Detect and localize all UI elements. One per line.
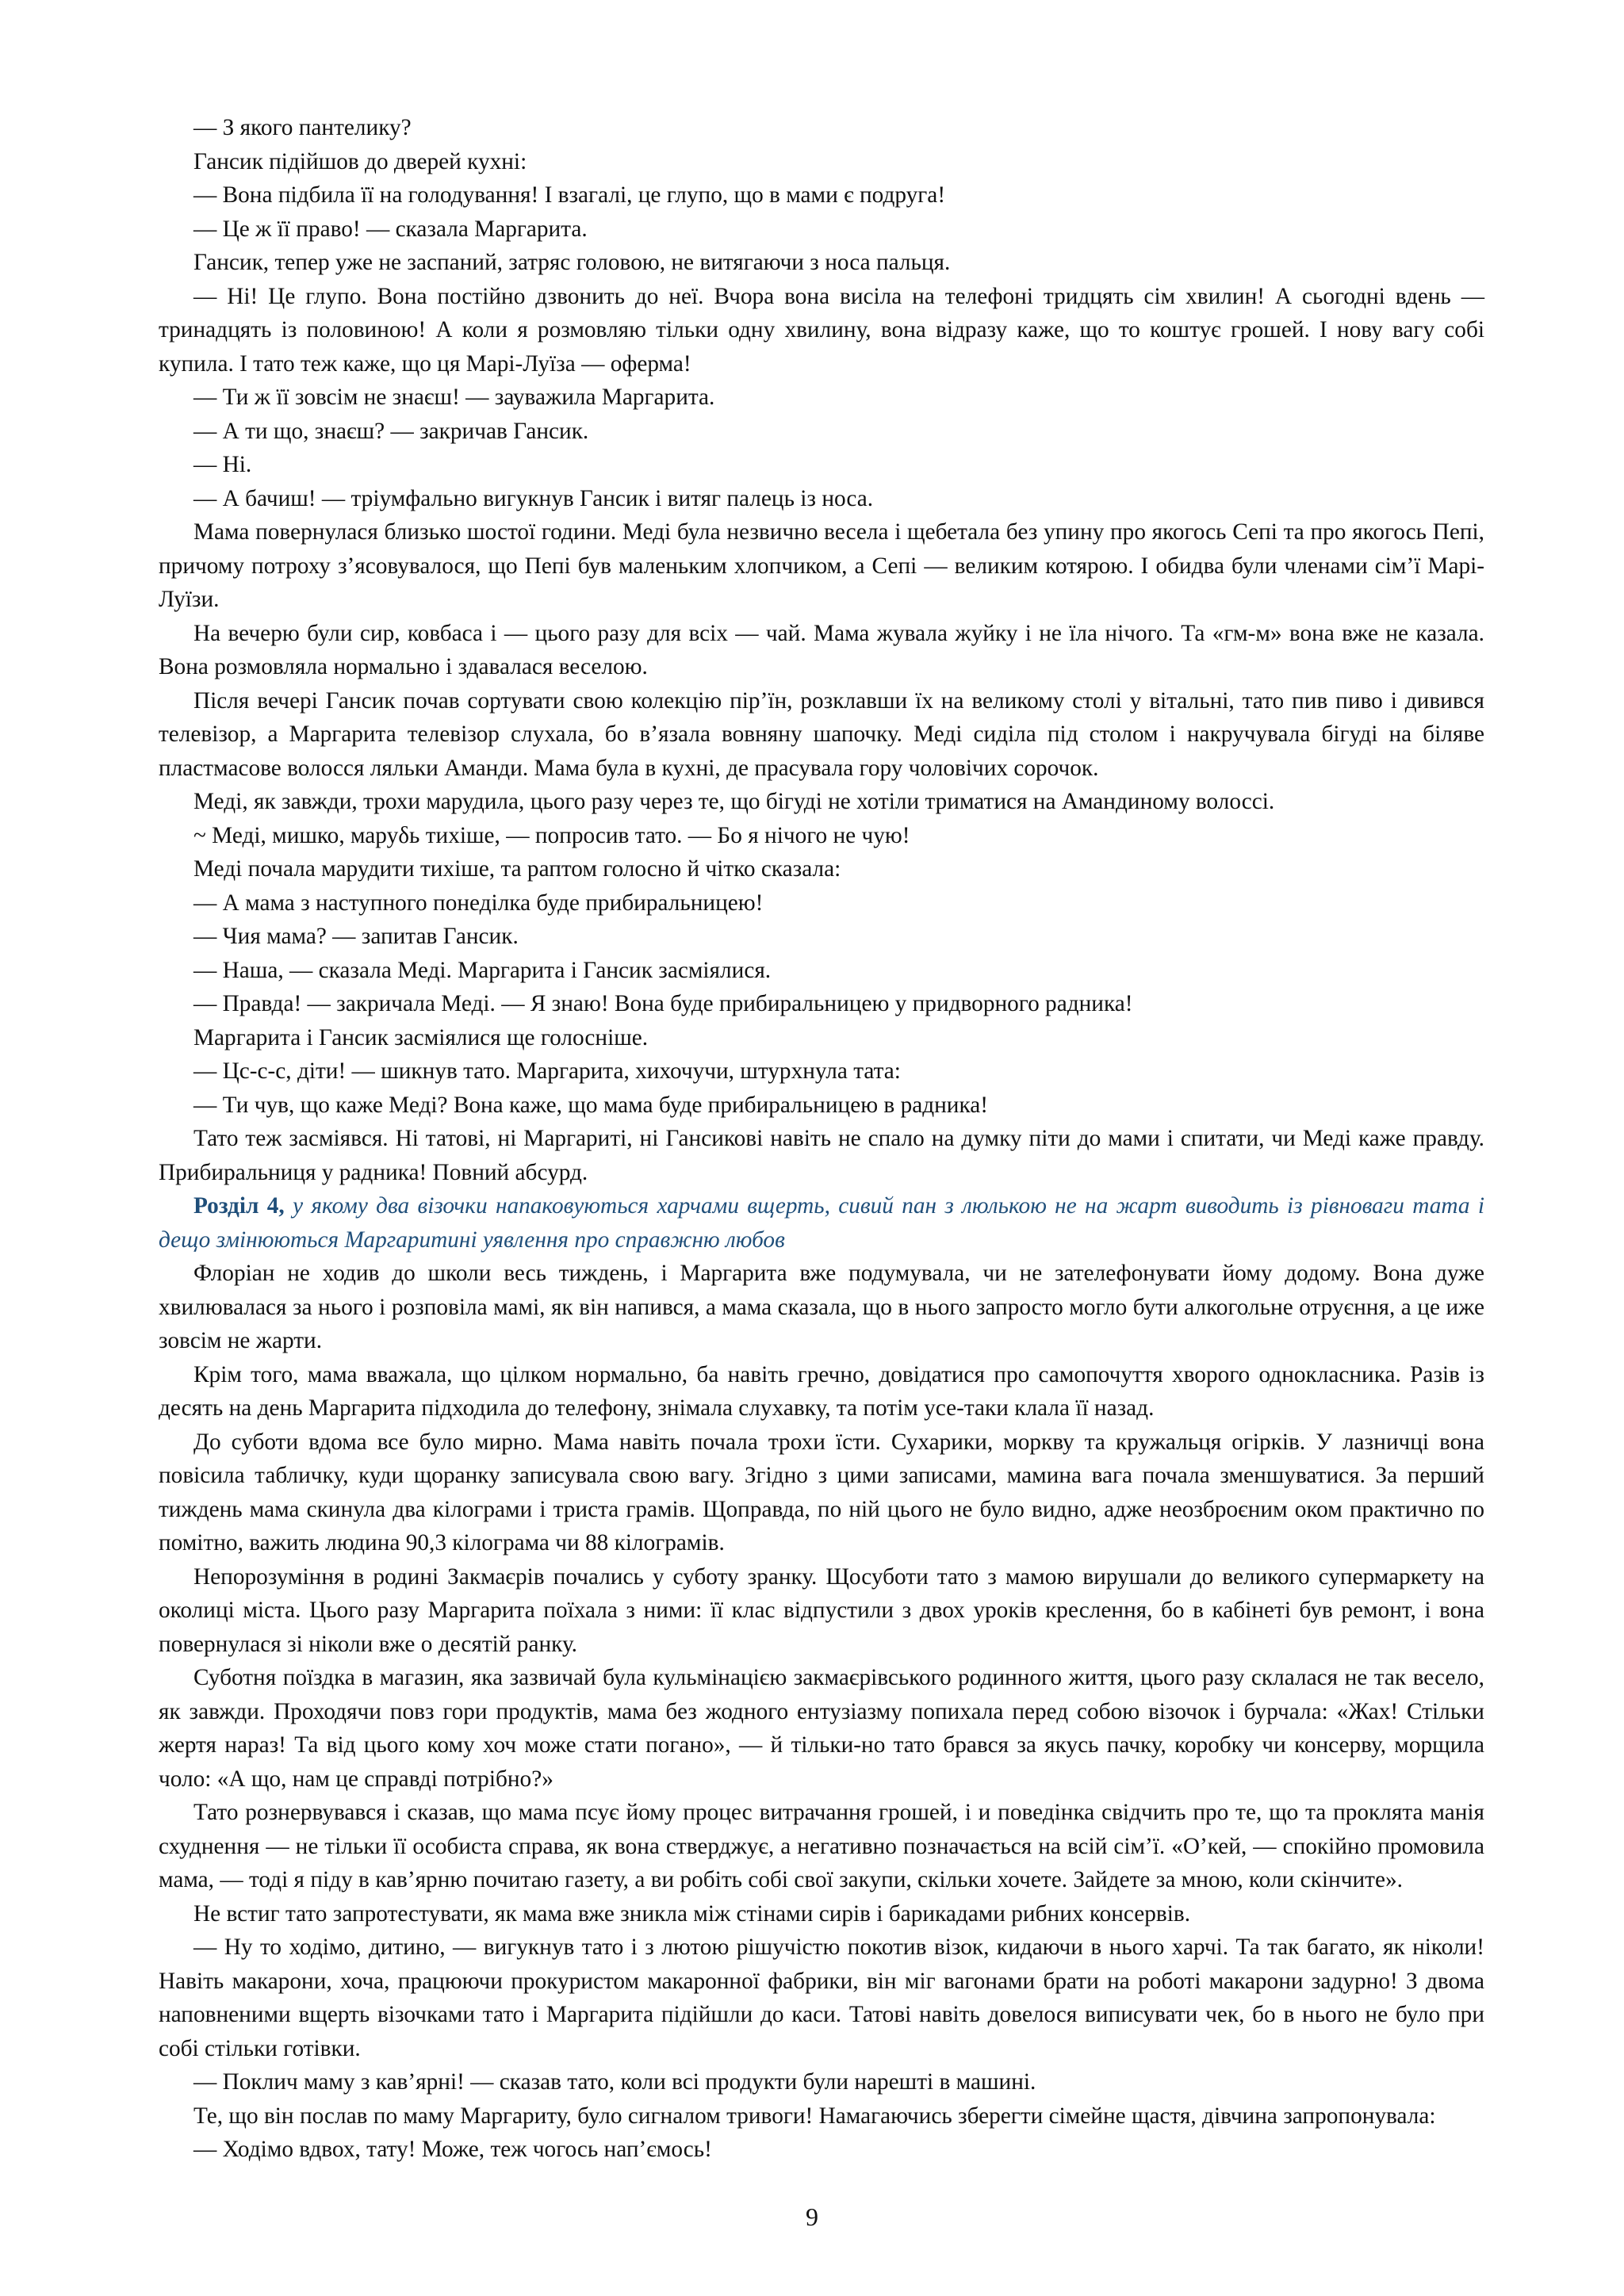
paragraph: — Чия мама? — запитав Гансик. <box>193 924 519 949</box>
paragraph: До суботи вдома все було мирно. Мама навіть почала трохи їсти. Сухарики, моркву та кружальця огірків. У лазничці вона повісила табличку, куди щоранку записувала свою вагу. Згідно з цими записами, мамина вага почала зменшуватися. За перший тиждень мама скинула два кілограми і триста грамів. Щоправда, по ній цього не було видно, адже неозброєним оком практично по помітно, важить людина 90,3 кілограма чи 88 кілограмів. <box>159 1429 1484 1556</box>
paragraph: Маргарита і Гансик засміялися ще голосніше. <box>193 1024 649 1050</box>
paragraph: — А мама з наступного понеділка буде прибиральницею! <box>193 890 764 916</box>
paragraph: Гансик підійшов до дверей кухні: <box>193 148 527 174</box>
chapter-heading-text: у якому два візочки напаковуються харчами вщерть, сивий пан з люлькою не на жарт виводить із рівноваги тата і дещо змінюються Маргаритині уявлення про справжню любов <box>159 1193 1484 1253</box>
paragraph: Не встиг тато запротестувати, як мама вже зникла між стінами сирів і барикадами рибних консервів. <box>193 1900 1191 1927</box>
paragraph: Тато рознервувався і сказав, що мама псує йому процес витрачання грошей, і и поведінка свідчить про те, що та проклята манія схуднення — не тільки її особиста справа, як вона стверджує, а негативно позначається на всій сім’ї. «О’кей, — спокійно промовила мама, — тоді я піду в кав’ярню почитаю газету, а ви робіть собі свої закупи, скільки хочете. Зайдете за мною, коли скінчите». <box>159 1800 1484 1892</box>
paragraph: — Вона підбила її на голодування! І взагалі, це глупо, що в мами є подруга! <box>193 182 946 208</box>
paragraph: — Поклич маму з кав’ярні! — сказав тато, коли всі продукти були нарешті в машині. <box>193 2069 1036 2095</box>
paragraph: — З якого пантелику? <box>193 115 412 140</box>
paragraph: — Ти ж її зовсім не знаєш! — зауважила Маргарита. <box>193 385 715 410</box>
paragraph: Меді, як завжди, трохи марудила, цього разу через те, що бігуді не хотіли триматися на Амандиному волоссі. <box>193 789 1275 814</box>
paragraph: Непорозуміння в родині Закмаєрів почались у суботу зранку. Щосуботи тато з мамою вирушали до великого супермаркету на околиці міста. Цього разу Маргарита поїхала з ними: її клас відпустили з двох уроків креслення, бо в кабінеті був ремонт, і вона повернулася зі ніколи вже о десятій ранку. <box>159 1563 1484 1657</box>
chapter-heading-label: Розділ 4, <box>193 1193 285 1219</box>
paragraph: — Ну то ходімо, дитино, — вигукнув тато і з лютою рішучістю покотив візок, кидаючи в нього харчі. Та так багато, як ніколи! Навіть макарони, хоча, працюючи прокуристом макаронної фабрики, він міг вагонами брати на роботі макарони задурно! З двома наповненими вщерть візочками тато і Маргарита підійшли до каси. Татові навіть довелося виписувати чек, бо в нього не було при собі стільки готівки. <box>159 1934 1484 2061</box>
paragraph: Меді почала марудити тихіше, та раптом голосно й чітко сказала: <box>193 856 841 882</box>
paragraph: Крім того, мама вважала, що цілком нормально, ба навіть гречно, довідатися про самопочуття хворого однокласника. Разів із десять на день Маргарита підходила до телефону, знімала слухавку, та потім усе-таки клала її назад. <box>159 1361 1484 1421</box>
paragraph: На вечерю були сир, ковбаса і — цього разу для всіх — чай. Мама жувала жуйку і не їла нічого. Та «гм-м» вона вже не казала. Вона розмовляла нормально і здавалася веселою. <box>159 620 1484 679</box>
paragraph: — А бачиш! — тріумфально вигукнув Гансик і витяг палець із носа. <box>193 485 874 511</box>
paragraph: — Ти чув, що каже Меді? Вона каже, що мама буде прибиральницею в радника! <box>193 1092 989 1118</box>
paragraph: Гансик, тепер уже не заспаний, затряс головою, не витягаючи з носа пальця. <box>193 250 951 275</box>
paragraph: Після вечері Гансик почав сортувати свою колекцію пір’їн, розклавши їх на великому столі у вітальні, тато пив пиво і дивився телевізор, а Маргарита телевізор слухала, бо в’язала вовняну шапочку. Меді сиділа під столом і накручувала бігуді на біляве пластмасове волосся ляльки Аманди. Мама була в кухні, де прасувала гору чоловічих сорочок. <box>159 687 1484 781</box>
paragraph: — Правда! — закричала Меді. — Я знаю! Вона буде прибиральницею у придворного радника! <box>193 991 1133 1016</box>
paragraph: Те, що він послав по маму Маргариту, було сигналом тривоги! Намагаючись зберегти сімейне щастя, дівчина запропонувала: <box>193 2103 1436 2129</box>
paragraph: — А ти що, знаєш? — закричав Гансик. <box>193 418 589 444</box>
page-text <box>159 111 1484 2167</box>
paragraph: Тато теж засміявся. Ні татові, ні Маргариті, ні Гансикові навіть не спало на думку піти до мами і спитати, чи Меді каже правду. Прибиральниця у радника! Повний абсурд. <box>159 1126 1484 1185</box>
paragraph: Суботня поїздка в магазин, яка зазвичай була кульмінацією закмаєрівського родинного життя, цього разу склалася не так весело, як завжди. Проходячи повз гори продуктів, мама без жодного ентузіазму попихала перед собою візочок і бурчала: «Жах! Стільки жертя нараз! Та від цього кому хоч може стати погано», — й тільки-но тато брався за якусь пачку, коробку чи консерву, морщила чоло: «А що, нам це справді потрібно?» <box>159 1665 1484 1792</box>
chapter-heading <box>159 1189 1484 1257</box>
paragraph: — Ні. <box>193 452 252 477</box>
paragraph: Флоріан не ходив до школи весь тиждень, і Маргарита вже подумувала, чи не зателефонувати йому додому. Вона дуже хвилювалася за нього і розповіла мамі, як він напився, а мама сказала, що в нього запросто могло бути алкогольне отруєння, а це иже зовсім не жарти. <box>159 1261 1484 1353</box>
paragraph: — Ходімо вдвох, тату! Може, теж чогось нап’ємось! <box>193 2137 712 2162</box>
paragraph: ~ Меді, мишко, маруδь тихіше, — попросив тато. — Бо я нічого не чую! <box>193 822 910 848</box>
paragraph: — Ні! Це глупо. Вона постійно дзвонить до неї. Вчора вона висіла на телефоні тридцять сім хвилин! А сьогодні вдень — тринадцять із половиною! А коли я розмовляю тільки одну хвилину, вона відразу каже, що то коштує грошей. І нову вагу собі купила. І тато теж каже, що ця Марі-Луїза — оферма! <box>159 283 1484 377</box>
paragraph: — Цс-с-с, діти! — шикнув тато. Маргарита, хихочучи, штурхнула тата: <box>193 1058 901 1084</box>
paragraph: — Це ж її право! — сказала Маргарита. <box>193 216 588 242</box>
paragraph: Мама повернулася близько шостої години. Меді була незвично весела і щебетала без упину про якогось Сепі та про якогось Пепі, причому потроху з’ясовувалося, що Пепі був маленьким хлопчиком, а Сепі — великим котярою. І обидва були членами сім’ї Марі-Луїзи. <box>159 519 1484 612</box>
paragraph: — Наша, — сказала Меді. Маргарита і Гансик засміялися. <box>193 957 772 983</box>
page-number: 9 <box>806 2202 818 2231</box>
